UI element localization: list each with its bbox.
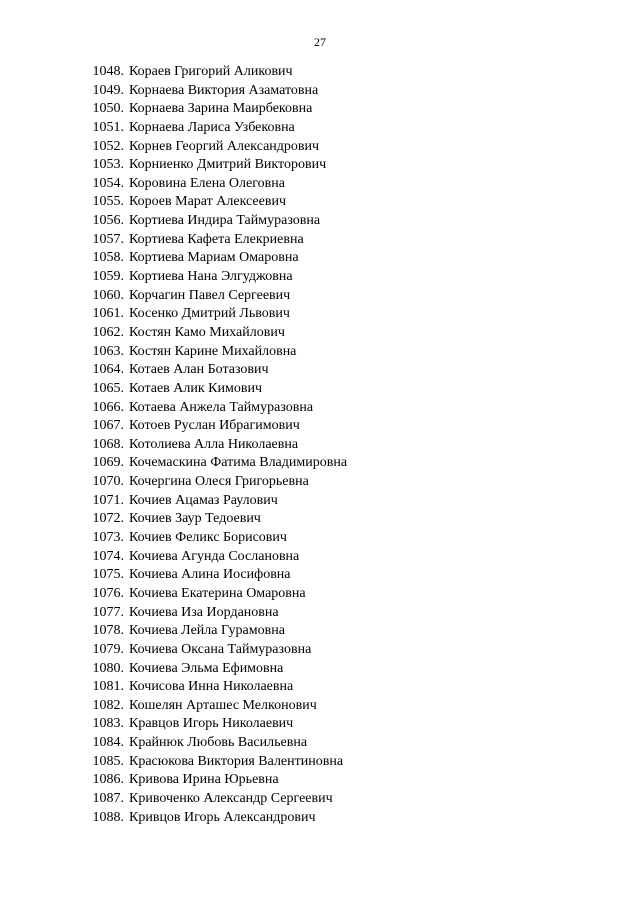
entry-name: Костян Карине Михайловна: [129, 343, 297, 359]
entry-number: 1084.: [92, 735, 124, 751]
list-item: [0, 790, 640, 809]
entry-name: Корнаева Лариса Узбековна: [129, 119, 295, 135]
list-item: [0, 622, 640, 641]
entry-number: 1059.: [92, 269, 124, 285]
entry-name: Костян Камо Михайлович: [129, 324, 285, 340]
list-item: [0, 585, 640, 604]
entry-number: 1064.: [92, 362, 124, 378]
list-item: [0, 809, 640, 828]
entry-name: Кочиева Иза Иордановна: [129, 604, 279, 620]
list-item: [0, 361, 640, 380]
entry-name: Кривова Ирина Юрьевна: [129, 772, 279, 788]
entry-name: Кораев Григорий Аликович: [129, 64, 293, 79]
list-item: [0, 678, 640, 697]
entry-name: Кошелян Арташес Мелконович: [129, 697, 317, 713]
entry-name: Короев Марат Алексеевич: [129, 194, 286, 210]
entry-number: 1049.: [92, 82, 124, 98]
entry-name: Кочиева Алина Иосифовна: [129, 567, 291, 583]
list-item: [0, 660, 640, 679]
entry-name: Кочиева Агунда Сослановна: [129, 548, 300, 564]
list-item: [0, 492, 640, 511]
entry-number: 1057.: [92, 231, 124, 247]
entry-name: Крайнюк Любовь Васильевна: [129, 735, 308, 751]
entry-name: Кортиева Индира Таймуразовна: [129, 213, 321, 229]
entry-number: 1067.: [92, 418, 124, 434]
entry-number: 1055.: [92, 194, 124, 210]
entry-number: 1051.: [92, 119, 124, 135]
entry-number: 1063.: [92, 343, 124, 359]
list-item: [0, 510, 640, 529]
list-item: [0, 641, 640, 660]
entry-name: Красюкова Виктория Валентиновна: [129, 753, 344, 769]
entry-number: 1081.: [92, 679, 124, 695]
entry-name: Котаева Анжела Таймуразовна: [129, 399, 314, 415]
entry-number: 1077.: [92, 604, 124, 620]
entry-name: Кочиева Лейла Гурамовна: [129, 623, 285, 639]
entry-number: 1073.: [92, 530, 124, 546]
entry-name: Котоев Руслан Ибрагимович: [129, 418, 300, 434]
entry-number: 1079.: [92, 641, 124, 657]
entry-number: 1066.: [92, 399, 124, 415]
entry-number: 1050.: [92, 101, 124, 117]
entry-number: 1088.: [92, 809, 124, 825]
entry-number: 1065.: [92, 380, 124, 396]
list-item: [0, 212, 640, 231]
entry-name: Кортиева Нана Элгуджовна: [129, 269, 293, 285]
entry-name: Кравцов Игорь Николаевич: [129, 716, 294, 732]
entry-list: [0, 63, 640, 827]
list-item: [0, 380, 640, 399]
entry-number: 1078.: [92, 623, 124, 639]
entry-number: 1058.: [92, 250, 124, 266]
list-item: [0, 305, 640, 324]
entry-name: Кочергина Олеся Григорьевна: [129, 474, 309, 490]
list-item: [0, 529, 640, 548]
entry-number: 1076.: [92, 585, 124, 601]
list-item: [0, 231, 640, 250]
list-item: [0, 417, 640, 436]
entry-name: Корниенко Дмитрий Викторович: [129, 157, 327, 173]
list-item: [0, 566, 640, 585]
entry-number: 1054.: [92, 175, 124, 191]
entry-number: 1087.: [92, 790, 124, 806]
list-item: [0, 548, 640, 567]
list-item: [0, 715, 640, 734]
entry-number: 1061.: [92, 306, 124, 322]
entry-name: Кочиев Ацамаз Раулович: [129, 492, 278, 508]
entry-number: 1072.: [92, 511, 124, 527]
entry-name: Корнев Георгий Александрович: [129, 138, 320, 154]
entry-name: Котолиева Алла Николаевна: [129, 436, 299, 452]
entry-number: 1071.: [92, 492, 124, 508]
entry-number: 1056.: [92, 213, 124, 229]
entry-name: Кортиева Мариам Омаровна: [129, 250, 299, 266]
entry-name: Кочиева Эльма Ефимовна: [129, 660, 284, 676]
list-item: [0, 193, 640, 212]
entry-number: 1068.: [92, 436, 124, 452]
entry-name: Кортиева Кафета Елекриевна: [129, 231, 304, 247]
list-item: [0, 473, 640, 492]
list-item: [0, 138, 640, 157]
entry-name: Кочиева Оксана Таймуразовна: [129, 641, 312, 657]
list-item: [0, 324, 640, 343]
entry-name: Корнаева Виктория Азаматовна: [129, 82, 319, 98]
entry-number: 1086.: [92, 772, 124, 788]
list-item: [0, 604, 640, 623]
entry-number: 1075.: [92, 567, 124, 583]
list-item: [0, 82, 640, 101]
entry-number: 1053.: [92, 157, 124, 173]
list-item: [0, 119, 640, 138]
entry-name: Кочиев Феликс Борисович: [129, 530, 287, 546]
entry-number: 1070.: [92, 474, 124, 490]
list-item: [0, 436, 640, 455]
list-item: [0, 156, 640, 175]
entry-number: 1085.: [92, 753, 124, 769]
entry-number: 1083.: [92, 716, 124, 732]
list-item: [0, 268, 640, 287]
list-item: [0, 287, 640, 306]
entry-name: Кривцов Игорь Александрович: [129, 809, 316, 825]
list-item: [0, 454, 640, 473]
list-item: [0, 753, 640, 772]
entry-name: Коровина Елена Олеговна: [129, 175, 285, 191]
list-item: [0, 63, 640, 82]
list-item: [0, 734, 640, 753]
entry-number: 1048.: [92, 64, 124, 79]
entry-number: 1052.: [92, 138, 124, 154]
entry-number: 1082.: [92, 697, 124, 713]
entry-name: Котаев Алан Ботазович: [129, 362, 269, 378]
entry-name: Корчагин Павел Сергеевич: [129, 287, 291, 303]
entry-number: 1080.: [92, 660, 124, 676]
entry-name: Кочемаскина Фатима Владимировна: [129, 455, 348, 471]
entry-name: Кочиев Заур Тедоевич: [129, 511, 261, 527]
entry-name: Котаев Алик Кимович: [129, 380, 263, 396]
list-item: [0, 249, 640, 268]
list-item: [0, 100, 640, 119]
list-item: [0, 175, 640, 194]
entry-number: 1060.: [92, 287, 124, 303]
list-item: [0, 771, 640, 790]
entry-name: Кривоченко Александр Сергеевич: [129, 790, 333, 806]
list-item: [0, 399, 640, 418]
entry-number: 1074.: [92, 548, 124, 564]
entry-name: Кочисова Инна Николаевна: [129, 679, 294, 695]
entry-name: Корнаева Зарина Маирбековна: [129, 101, 313, 117]
entry-number: 1069.: [92, 455, 124, 471]
entry-name: Кочиева Екатерина Омаровна: [129, 585, 306, 601]
entry-name: Косенко Дмитрий Львович: [129, 306, 290, 322]
entry-number: 1062.: [92, 324, 124, 340]
list-item: [0, 343, 640, 362]
list-item: [0, 697, 640, 716]
page-number: 27: [314, 35, 326, 49]
